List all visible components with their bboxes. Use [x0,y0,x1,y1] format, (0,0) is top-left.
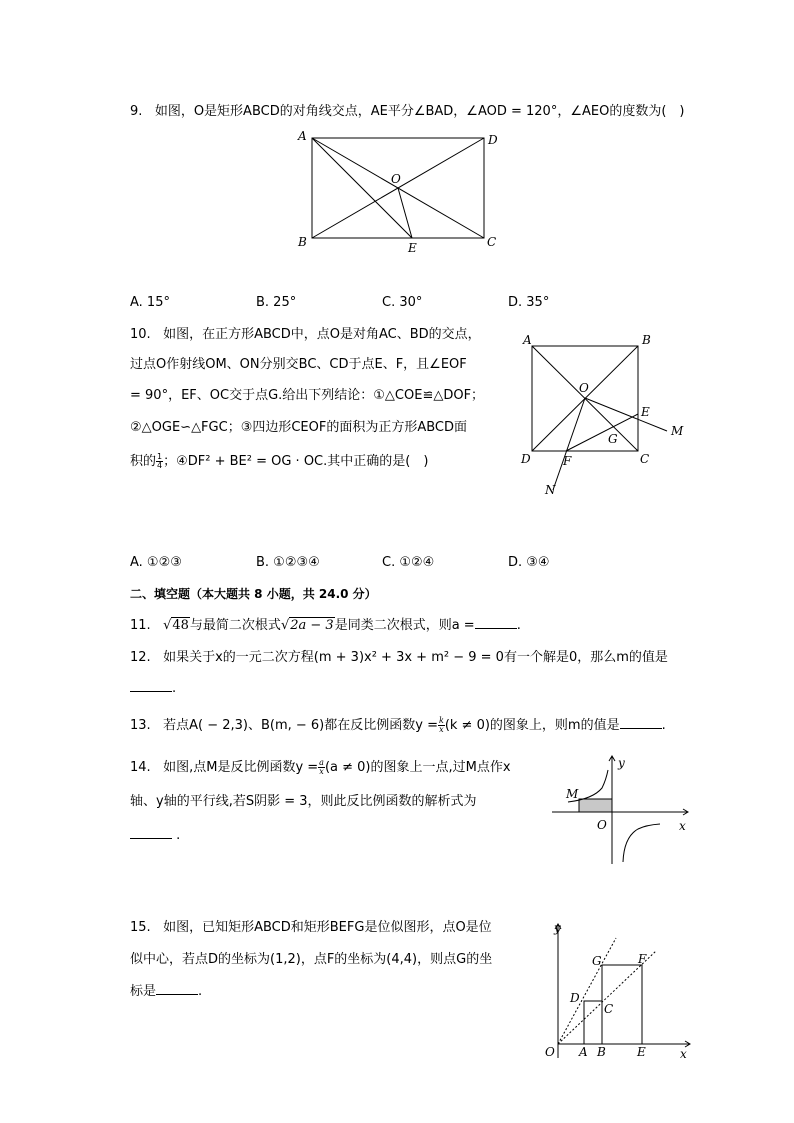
sqrt-2a-3: 2a − 3 [290,618,334,633]
q10-line-2: 过点O作射线OM、ON分别交BC、CD于点E、F，且∠EOF [130,357,467,372]
label-o: O [545,1045,555,1059]
q12-answer-blank[interactable] [130,679,172,692]
fraction-k-over-x: $\frac{k}{x}$ [438,716,444,734]
q9-figure [290,128,510,258]
section-heading: 二、填空题（本大题共 8 小题，共 24.0 分） [130,587,377,601]
label-e: E [408,241,417,255]
hyperbola-branch-lower [623,824,660,862]
q10-figure [515,330,690,500]
q9-number: 9. [130,104,143,119]
q15-line-3: 标是 . [130,984,203,999]
label-b: B [597,1045,606,1059]
label-o: O [391,172,401,186]
q15-answer-blank[interactable] [156,982,198,995]
q9-text: 如图，O是矩形ABCD的对角线交点，AE平分∠BAD，∠AOD = 120°，∠AEO的度数为( ) [154,104,685,119]
label-g: G [608,432,618,446]
q10-number: 10. [130,327,151,342]
label-c: C [487,235,497,249]
q12-line-2: . [130,679,176,699]
label-b: B [298,235,307,249]
label-m: M [566,787,579,801]
label-a: A [579,1045,588,1059]
q14-line-2: 轴、y轴的平行线,若S阴影 = 3，则此反比例函数的解析式为 [130,794,477,809]
q15-line-2: 似中心，若点D的坐标为(1,2)，点F的坐标为(4,4)，则点G的坐 [130,952,493,967]
segment-ae [312,138,412,238]
label-a: A [298,129,307,143]
label-b: B [642,333,651,347]
q10-line-1: 10. 如图，在正方形ABCD中，点O是对角AC、BD的交点， [130,327,481,342]
label-d: D [521,452,531,466]
fraction-one-quarter: $\frac{1}{4}$ [157,452,163,470]
q14-line-1: 14. 如图,点M是反比例函数y = $\frac{a}{x}$ (a ≠ 0)的图象上一点,过M点作x [130,758,511,776]
label-f: F [563,454,572,468]
q10-option-b[interactable]: B. ①②③④ [256,555,320,570]
label-e: E [637,1045,646,1059]
q10-option-a[interactable]: A. ①②③ [130,555,182,570]
q10-line-3: = 90°，EF、OC交于点G.给出下列结论：①△COE≌△DOF； [130,388,485,403]
q9-option-c[interactable]: C. 30° [382,295,423,310]
q15-figure [540,918,700,1068]
q10-line-4: ②△OGE∽△FGC；③四边形CEOF的面积为正方形ABCD面 [130,420,468,435]
label-g: G [592,954,602,968]
segment-ef [566,414,638,451]
label-y: y [618,756,625,770]
label-n: N [545,483,556,497]
q11-answer-blank[interactable] [475,616,517,629]
label-e: E [641,405,650,419]
label-f: F [638,952,647,966]
ray-om [585,398,667,431]
q9-stem [130,102,684,122]
q9-option-d[interactable]: D. 35° [508,295,550,310]
q13-answer-blank[interactable] [620,716,662,729]
label-o: O [597,818,607,832]
q11: 11. √48与最简二次根式√2a − 3是同类二次根式，则a = . [130,618,521,633]
sqrt-48: 48 [172,618,189,633]
label-c: C [604,1002,614,1016]
label-m: M [671,424,684,438]
q14-line-3: . [130,826,180,846]
q14-answer-blank[interactable] [130,826,172,839]
label-x: x [679,819,686,833]
q9-option-b[interactable]: B. 25° [256,295,297,310]
label-y: y [554,921,561,935]
label-x: x [680,1047,687,1061]
q13: 13. 若点A( − 2,3)、B(m, − 6)都在反比例函数y = $\frac{k}{x}$ (k ≠ 0)的图象上，则m的值是 . [130,716,666,734]
fraction-a-over-x: $\frac{a}{x}$ [319,758,324,776]
q12-line-1: 12. 如果关于x的一元二次方程(m + 3)x² + 3x + m² − 9 = 0有一个解是0，那么m的值是 [130,650,668,665]
label-a: A [523,333,532,347]
q9-option-a[interactable]: A. 15° [130,295,170,310]
shaded-rectangle [579,799,612,812]
label-d: D [488,133,498,147]
q10-option-c[interactable]: C. ①②④ [382,555,435,570]
q10-line-5: 积的 $\frac{1}{4}$ ；④DF² + BE² = OG · OC.其中正确的是( ) [130,452,429,470]
rectangle-abcd [584,1001,602,1044]
dotted-line-odg [558,938,616,1044]
q10-option-d[interactable]: D. ③④ [508,555,550,570]
label-c: C [640,452,650,466]
label-d: D [570,991,580,1005]
label-o: O [579,381,589,395]
q15-line-1: 15. 如图，已知矩形ABCD和矩形BEFG是位似图形，点O是位 [130,920,492,935]
q14-figure [548,752,698,867]
